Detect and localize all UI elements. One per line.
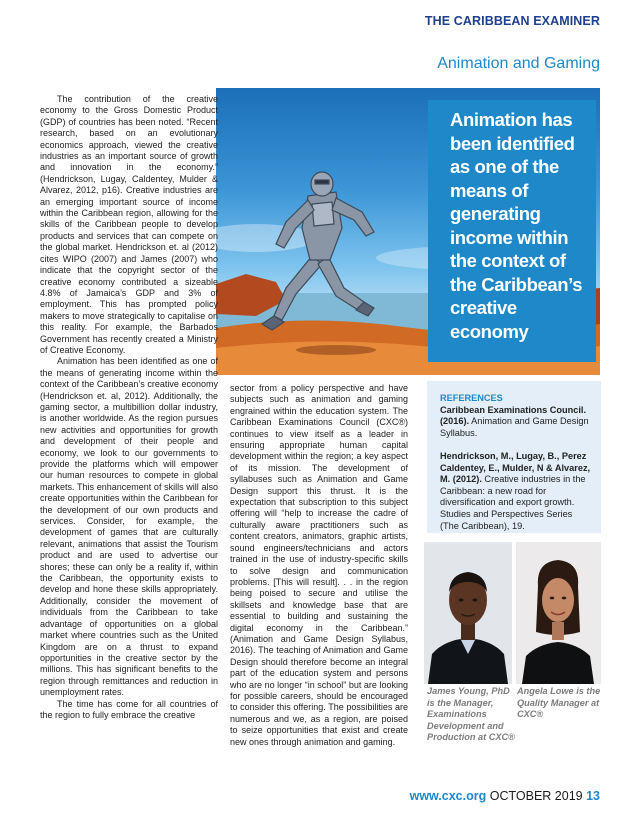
reference-item [440,405,591,440]
paragraph: The time has come for all countries of the region to fully embrace the creative [40,698,218,720]
photo-caption-james-young: James Young, PhD is the Manager, Examinations Development and Production at CXC® [427,686,515,743]
portrait-photo-man [424,542,512,684]
article-column-2 [230,383,408,748]
references-title: REFERENCES [440,393,503,403]
references-box [427,381,601,533]
footer-url[interactable]: www.cxc.org [409,789,487,803]
reference-citation: Hendrickson, M., Lugay, B., Perez Caldentey, E., Mulder, N & Alvarez, M. (2012). [440,450,591,485]
portrait-photo-woman [516,542,601,684]
reference-detail: Animation and Game Design Syllabus. [440,416,589,438]
page-number: 13 [586,789,600,803]
reference-citation: Caribbean Examinations Council. (2016). [440,404,587,427]
reference-item [440,451,591,532]
article-column-1 [40,94,218,721]
footer-date: OCTOBER 2019 [489,789,583,803]
page-footer [410,789,600,803]
paragraph: sector from a policy perspective and have subjects such as animation and gaming engrained within the education system. The Caribbean Examinations Council (CXC®) continues to view itself as a leader in ensuring appropriate human capital development within the region; a key aspect of its mission. The development of syllabuses such as Animation and Game Design support this thrust. It is the expectation that subscription to this subject offering will “help to increase the cadre of culturally aware practitioners such as content creators, animators, graphic artists, sound engineers/technicians and actors trained in the use of industry-specific skills to solve design and communication problems. [This will result]. . . in the region being poised to secure and utilise the skillsets and knowledge base that are essential to building and sustaining the digital economy in the Caribbean.” (Animation and Game Design Syllabus, 2016). The teaching of Animation and Game Design should therefore become an integral part of the education system and persons who are no longer “in school” but are looking for possible careers, should be encouraged to consider this offering. The possibilities are numerous and we, as a region, are poised to seize opportunities that exist and create new ones through animation and gaming. [230,383,408,747]
pull-quote-text: Animation has been identified as one of the means of generating income within the context of the Caribbean’s creative economy [450,109,583,342]
masthead: THE CARIBBEAN EXAMINER [424,14,600,28]
paragraph: Animation has been identified as one of the means of generating income within the context of the Caribbean’s creative economy (Hendrickson et. al, 2012). Additionally, the gaming sector, a multibillion dollar industry, is another worldwide. As the region pursues new activities and opportunities for growth and development of their people and economy, we look to our governments to provide the platforms which will empower our human resources to compete in global markets. This enhancement of skills will also create opportunities within the Caribbean for the development of our own products and services. Consider, for example, the development of games that are culturally relevant, animations that assist the Tourism product and are used to advertise our shores; these can only be a reality if, within the Caribbean, the opportunity exists to develop and hone these skills appropriately. Additionally, consider the movement of individuals from the Caribbean to take advantage of opportunities on a global market where countries such as the United Kingdom are on a thrust to expand opportunities in the creative sector by the millions. This has significant benefits to the region through remittances and reduction in unemployment rates. [40,356,218,698]
paragraph: The contribution of the creative economy to the Gross Domestic Product (GDP) of countries has been noted. “Recent research, based on an evolutionary economics approach, viewed the creative industries as an important source of growth and innovation in the economy.” (Hendrickson, Lugay, Caldentey, Mulder & Alvarez, 2012, p16). Creative industries are an emerging important source of income within the Caribbean region, allowing for the skills of the Caribbean people to develop products and services that can compete on the global market. Hendrickson et. al (2012) cites WIPO (2007) and James (2007) who indicate that the copyright sector of the creative economy contributed a sizeable 4.8% of Jamaica’s GDP and 3% of employment. This has prompted policy makers to move strategically to capitalise on this reality. For example, the Barbados Government has recently created a Ministry of Creative Economy. [40,94,218,355]
photo-caption-angela-lowe: Angela Lowe is the Quality Manager at CXC® [517,686,601,720]
section-title: Animation and Gaming [437,55,600,72]
pull-quote [428,100,596,362]
reference-detail: Creative industries in the Caribbean: a new road for diversification and export growth. Studies and Perspectives Series (The Caribbean), 19. [440,474,586,531]
